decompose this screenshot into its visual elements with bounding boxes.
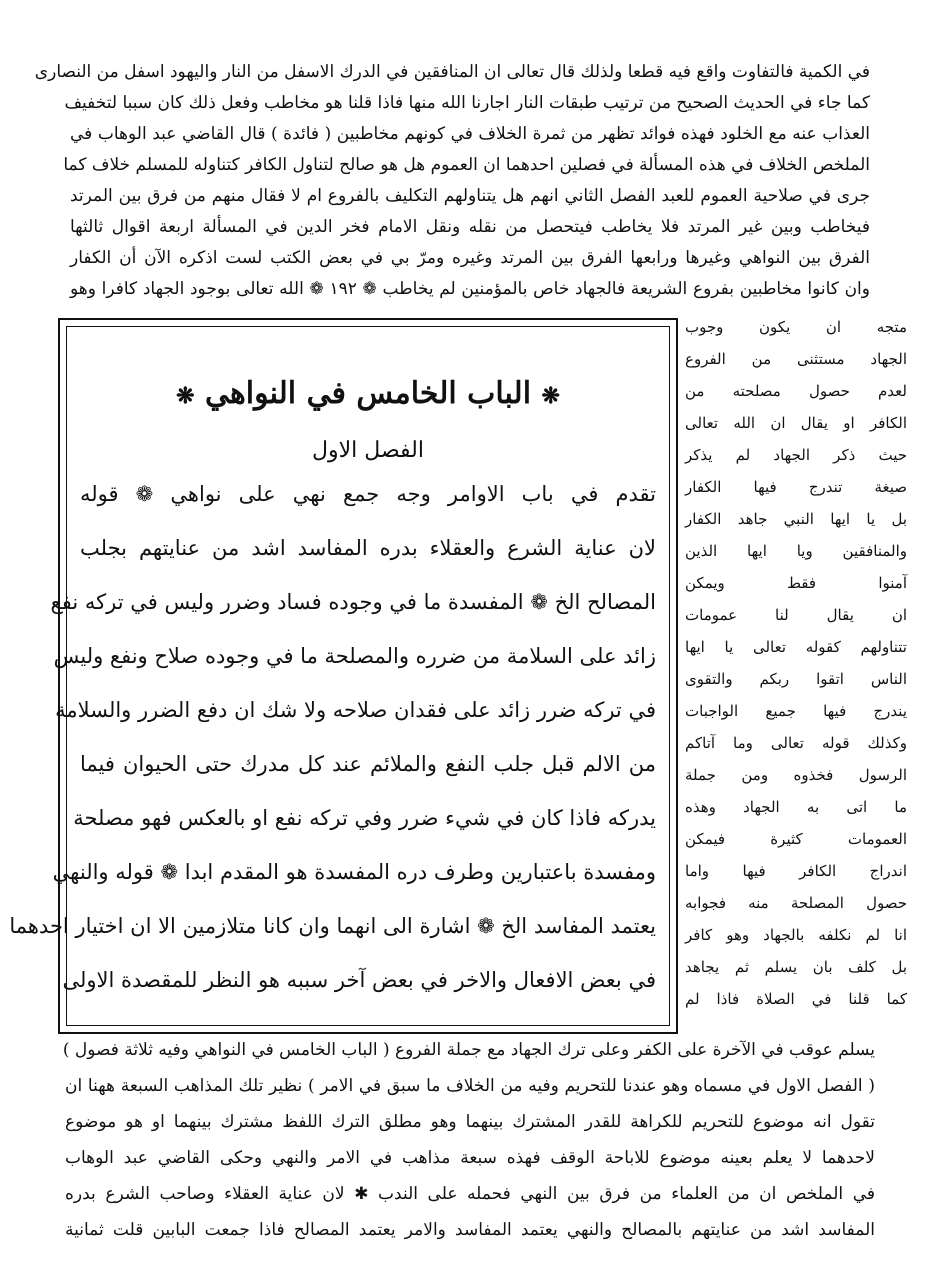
main-text-line: ( الفصل الاول في مسماه وهو عندنا للتحريم وفيه من الخلاف ما سبق في الامر ) نظير تلك المذاهب السبعة ههنا ان bbox=[65, 1076, 875, 1096]
chapter-heading bbox=[66, 376, 670, 411]
margin-note-line: والمنافقين ويا ايها الذين bbox=[685, 542, 907, 560]
commentary-line: لان عناية الشرع والعقلاء بدره المفاسد اشد من عنايتهم بجلب bbox=[80, 536, 656, 560]
commentary-line: يعتمد المفاسد الخ ❁ اشارة الى انهما وان كانا متلازمين الا ان اختيار احدهما bbox=[9, 914, 656, 938]
margin-note-line: اندراج الكافر فيها واما bbox=[685, 862, 907, 880]
ornament-icon: ❋ bbox=[176, 383, 195, 409]
main-text-line: يسلم عوقب في الآخرة على الكفر وعلى ترك الجهاد مع جملة الفروع ( الباب الخامس في النواهي وفيه ثلاثة فصول ) bbox=[62, 1040, 875, 1060]
commentary-line: في بعض الافعال والاخر في بعض آخر سببه هو النظر للمقصدة الاولى bbox=[62, 968, 656, 992]
commentary-line: يدركه فاذا كان في شيء ضرر وفي تركه نفع او بالعكس فهو مصلحة bbox=[73, 806, 656, 830]
main-text-line: الفرق بين النواهي وغيرها ورابعها الفرق بين المرتد وغيره ومرّ بي في بعض الكتب لست اذكره الآن أن الكفار bbox=[70, 248, 870, 268]
margin-note-line: آمنوا فقط ويمكن bbox=[685, 574, 907, 592]
main-text-line: المفاسد اشد من عنايتهم بالمصالح والنهي يعتمد المفاسد والامر يعتمد المصالح فاذا جمعت البابين قلت ثمانية bbox=[65, 1220, 875, 1240]
margin-note-line: العمومات كثيرة فيمكن bbox=[685, 830, 907, 848]
margin-note-line: ان يقال لنا عمومات bbox=[685, 606, 907, 624]
margin-note-line: ما اتى به الجهاد وهذه bbox=[685, 798, 907, 816]
margin-note-line: كما قلنا في الصلاة فاذا لم bbox=[685, 990, 907, 1008]
margin-note-line: وكذلك قوله تعالى وما آتاكم bbox=[685, 734, 907, 752]
commentary-line: في تركه ضرر زائد على فقدان صلاحه ولا شك ان دفع الضرر والسلامة bbox=[55, 698, 656, 722]
ornament-icon: ❋ bbox=[541, 383, 560, 409]
commentary-line: من الالم قبل جلب النفع والملائم عند كل مدرك حتى الحيوان فيما bbox=[80, 752, 656, 776]
main-text-line: تقول انه موضوع للتحريم للكراهة للقدر المشترك بينهما وهو مطلق الترك اللفظ مشترك بينهما او هو موضوع bbox=[65, 1112, 875, 1132]
margin-note-line: تتناولهم كقوله تعالى يا ايها bbox=[685, 638, 907, 656]
main-text-line: العذاب عنه مع الخلود فهذه فوائد تظهر من ثمرة الخلاف في كونهم مخاطبين ( فائدة ) قال القاضي عبد الوهاب في bbox=[70, 124, 870, 144]
margin-note-line: انا لم نكلفه بالجهاد وهو كافر bbox=[685, 926, 907, 944]
margin-note-line: الكافر او يقال ان الله تعالى bbox=[685, 414, 907, 432]
chapter-title: الباب الخامس في النواهي bbox=[204, 376, 532, 411]
main-text-line: الملخص الخلاف في هذه المسألة في فصلين احدهما ان العموم هل هو صالح لتناول الكافر كتناوله للمسلم خلاف كما bbox=[63, 155, 870, 175]
main-text-line: في الكمية فالتفاوت واقع فيه قطعا ولذلك قال تعالى ان المنافقين في الدرك الاسفل من النار واليهود اسفل من النصارى bbox=[34, 62, 870, 82]
main-text-line: في الملخص ان من العلماء من فرق بين النهي فحمله على الندب ✱ لان عناية العقلاء وصاحب الشرع بدره bbox=[65, 1184, 875, 1204]
margin-note-line: يندرج فيها جميع الواجبات bbox=[685, 702, 907, 720]
commentary-line: المصالح الخ ❁ المفسدة ما في وجوده فساد وضرر وليس في تركه نفع bbox=[50, 590, 656, 614]
main-text-line: وان كانوا مخاطبين بفروع الشريعة فالجهاد خاص بالمؤمنين لم يخاطب ❁ ١٩٢ ❁ الله تعالى بوجود الجهاد كافرا وهو bbox=[70, 279, 870, 299]
main-text-line: كما جاء في الحديث الصحيح من ترتيب طبقات النار اجارنا الله منها فاذا قلنا هو مخاطب وفعل ذلك كان سببا لتخفيف bbox=[64, 93, 870, 113]
margin-note-line: الرسول فخذوه ومن جملة bbox=[685, 766, 907, 784]
margin-note-line: بل يا ايها النبي جاهد الكفار bbox=[685, 510, 907, 528]
margin-note-line: لعدم حصول مصلحته من bbox=[685, 382, 907, 400]
main-text-line: جرى في صلاحية العموم للعبد الفصل الثاني انهم هل يتناولهم التكليف بالفروع ام لا فقال منهم من فرق بين المرتد bbox=[70, 186, 870, 206]
main-text-line: لاحدهما لا يعلم بعينه موضوع للاباحة الوقف فهذه سبعة مذاهب في الامر والنهي وحكى القاضي عبد الوهاب bbox=[65, 1148, 875, 1168]
margin-note-line: حصول المصلحة منه فجوابه bbox=[685, 894, 907, 912]
commentary-line: تقدم في باب الاوامر وجه جمع نهي على نواهي ❁ قوله bbox=[80, 482, 656, 506]
margin-note-line: الناس اتقوا ربكم والتقوى bbox=[685, 670, 907, 688]
commentary-line: زائد على السلامة من ضرره والمصلحة ما في وجوده صلاح ونفع وليس bbox=[53, 644, 656, 668]
margin-note-line: متجه ان يكون وجوب bbox=[685, 318, 907, 336]
commentary-line: ومفسدة باعتبارين وطرف دره المفسدة هو المقدم ابدا ❁ قوله والنهي bbox=[52, 860, 656, 884]
margin-note-line: الجهاد مستثنى من الفروع bbox=[685, 350, 907, 368]
section-heading: الفصل الاول bbox=[312, 438, 424, 463]
main-text-line: فيخاطب وبين غير المرتد فلا يخاطب فيتحصل من نقله ونقل الامام فخر الدين في المسألة اربعة اقوال ثالثها bbox=[70, 217, 870, 237]
margin-note-line: حيث ذكر الجهاد لم يذكر bbox=[685, 446, 907, 464]
margin-note-line: بل كلف بان يسلم ثم يجاهد bbox=[685, 958, 907, 976]
margin-note-line: صيغة تندرج فيها الكفار bbox=[685, 478, 907, 496]
